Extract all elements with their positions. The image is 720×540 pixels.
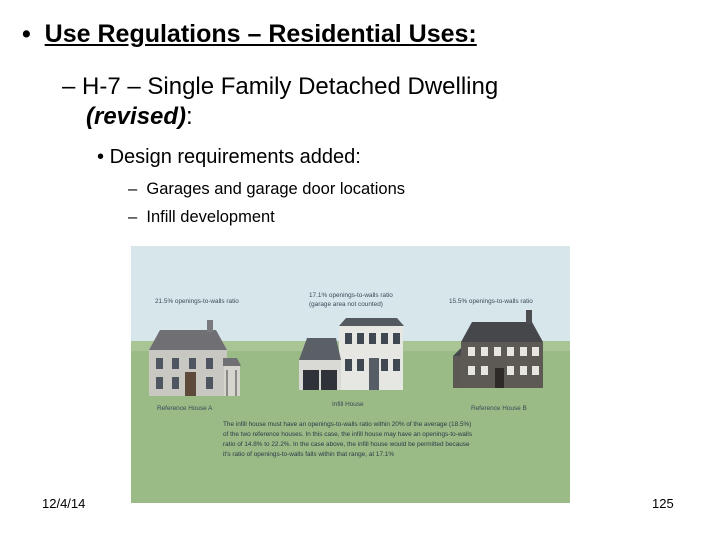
point-bullet: • xyxy=(97,146,105,168)
slide-number: 125 xyxy=(652,496,674,511)
house-a-ratio: 21.5% openings-to-walls ratio xyxy=(155,298,239,305)
subheading-colon: : xyxy=(186,103,193,130)
note-line: of the two reference houses. In this case, the infill house may have an openings-to-walls xyxy=(223,431,473,438)
infill-label: Infill House xyxy=(332,401,364,408)
infill-illustration xyxy=(131,246,570,503)
note-line: it's ratio of openings-to-walls falls within that range, at 17.1% xyxy=(223,451,395,458)
house-b-label: Reference House B xyxy=(471,405,527,412)
heading-text: Use Regulations – Residential Uses: xyxy=(44,20,477,48)
infill-ratio-line2: (garage area not counted) xyxy=(309,301,383,308)
subpoint-text: Garages and garage door locations xyxy=(146,180,406,198)
subheading-revised: (revised) xyxy=(86,103,187,130)
infill-ratio-line1: 17.1% openings-to-walls ratio xyxy=(309,292,393,299)
footer-date: 12/4/14 xyxy=(42,496,86,511)
subpoint-item xyxy=(128,203,405,231)
subpoint-text: Infill development xyxy=(146,208,275,226)
subpoint-list xyxy=(128,175,405,231)
house-a-label: Reference House A xyxy=(157,405,213,412)
house-b-ratio: 15.5% openings-to-walls ratio xyxy=(449,298,533,305)
subpoint-dash: – xyxy=(128,208,138,226)
slide-heading xyxy=(22,20,477,49)
note-line: ratio of 14.8% to 22.2%. In the case above, the infill house would be permitted because xyxy=(223,441,470,448)
design-point xyxy=(97,146,361,169)
heading-bullet: • xyxy=(22,20,31,48)
subheading-main: H-7 – Single Family Detached Dwelling xyxy=(82,73,499,100)
subheading-dash: – xyxy=(62,73,76,100)
subpoint-item xyxy=(128,175,405,203)
note-line: The infill house must have an openings-to-walls ratio within 20% of the average (18.5%) xyxy=(223,421,472,428)
point-text: Design requirements added: xyxy=(109,146,361,168)
subpoint-dash: – xyxy=(128,180,138,198)
subheading xyxy=(62,72,622,132)
